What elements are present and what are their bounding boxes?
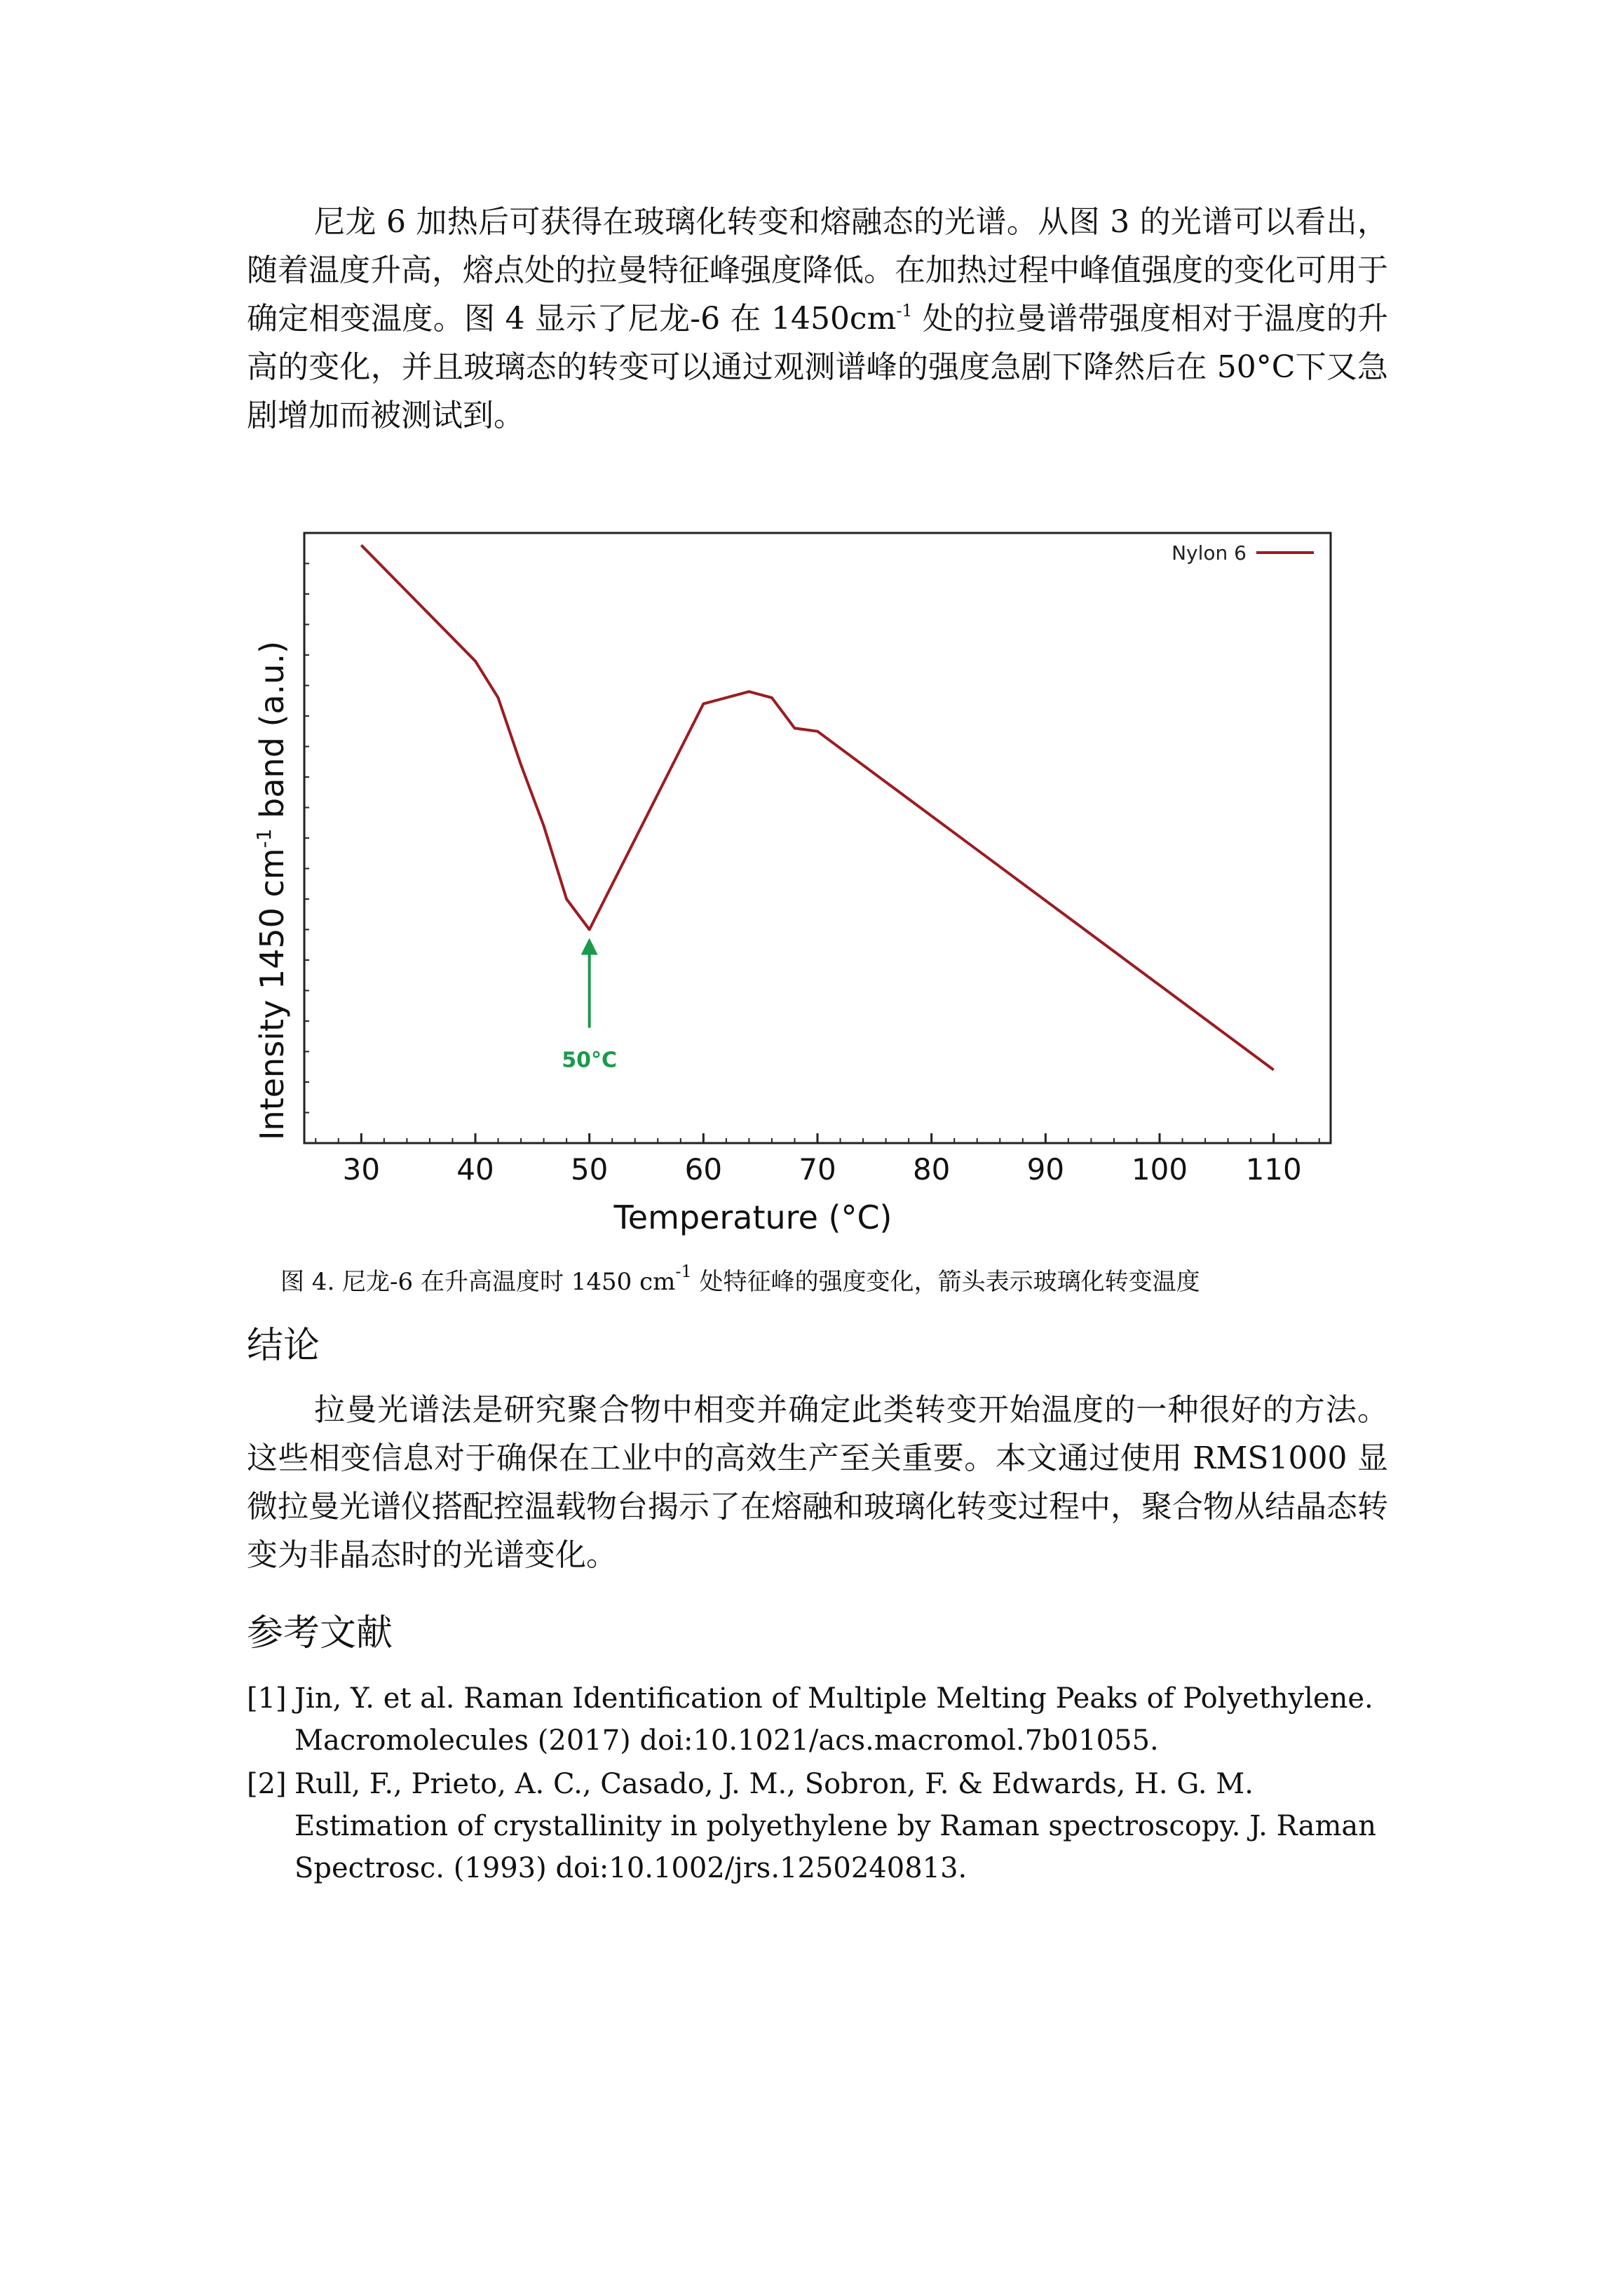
- x-tick-label: 70: [799, 1152, 836, 1187]
- x-tick-label: 50: [570, 1152, 609, 1187]
- figure-caption: [280, 1262, 1200, 1297]
- conclusion-paragraph: 拉曼光谱法是研究聚合物中相变并确定此类转变开始温度的一种很好的方法。这些相变信息对于确保在工业中的高效生产至关重要。本文通过使用 RMS1000 显微拉曼光谱仪搭配控温载物台揭示了在熔融和玻璃化转变过程中，聚合物从结晶态转变为非晶态时的光谱变化。: [247, 1392, 1388, 1573]
- reference-text: Jin, Y. et al. Raman Identification of Multiple Melting Peaks of Polyethylene. Macromolecules (2017) doi:10.1021/acs.macromol.7b01055.: [294, 1682, 1373, 1757]
- x-tick-label: 40: [456, 1152, 494, 1187]
- reference-number: [1]: [247, 1682, 287, 1715]
- y-axis-label-prefix: Intensity 1450 cm: [253, 848, 291, 1141]
- x-tick-label: 30: [342, 1152, 381, 1187]
- intro-text-a: 尼龙 6 加热后可获得在玻璃化转变和熔融态的光谱。从图 3 的光谱可以看出，随着温度升高，熔点处的拉曼特征峰强度降低。在加热过程中峰值强度的变化可用于确定相变温度。图 4 显示了尼龙-6 在 1450cm: [247, 204, 1388, 337]
- intro-text-b: 处的拉曼谱带强度相对于温度的升高的变化，并且玻璃态的转变可以通过观测谱峰的强度急剧下降然后在 50°C下又急剧增加而被测试到。: [247, 301, 1388, 433]
- x-tick-label: 110: [1245, 1152, 1302, 1187]
- reference-number: [2]: [247, 1768, 287, 1800]
- plot-frame: [304, 533, 1331, 1143]
- caption-superscript: -1: [675, 1262, 692, 1281]
- x-tick-label: 90: [1026, 1152, 1065, 1187]
- intro-superscript: -1: [896, 301, 913, 320]
- legend-label: Nylon 6: [1172, 541, 1247, 565]
- series-line-nylon-6: [361, 545, 1273, 1069]
- x-tick-label: 60: [684, 1152, 723, 1187]
- y-axis-label: [252, 641, 291, 1140]
- intro-paragraph: [247, 198, 1388, 440]
- conclusion-heading: 结论: [247, 1325, 320, 1367]
- x-axis-label: Temperature (°C): [613, 1198, 892, 1236]
- caption-text-a: 图 4. 尼龙-6 在升高温度时 1450 cm: [280, 1268, 676, 1296]
- x-tick-label: 100: [1131, 1152, 1188, 1187]
- reference-item: [247, 1677, 1388, 1762]
- annotation-arrow-head: [581, 938, 598, 955]
- annotation-label: 50°C: [562, 1048, 618, 1073]
- references-heading: 参考文献: [247, 1612, 393, 1654]
- reference-text: Rull, F., Prieto, A. C., Casado, J. M., Sobron, F. & Edwards, H. G. M. Estimation of crystallinity in polyethylene by Raman spectroscopy. J. Raman Spectrosc. (1993) doi:10.1002/jrs.1250240813.: [294, 1768, 1377, 1884]
- y-axis-label-suffix: band (a.u.): [253, 640, 291, 829]
- caption-text-b: 处特征峰的强度变化，箭头表示玻璃化转变温度: [691, 1268, 1200, 1296]
- x-tick-label: 80: [912, 1152, 951, 1187]
- reference-item: [247, 1763, 1388, 1889]
- y-axis-label-sup: -1: [252, 828, 276, 849]
- intensity-chart: [247, 519, 1340, 1248]
